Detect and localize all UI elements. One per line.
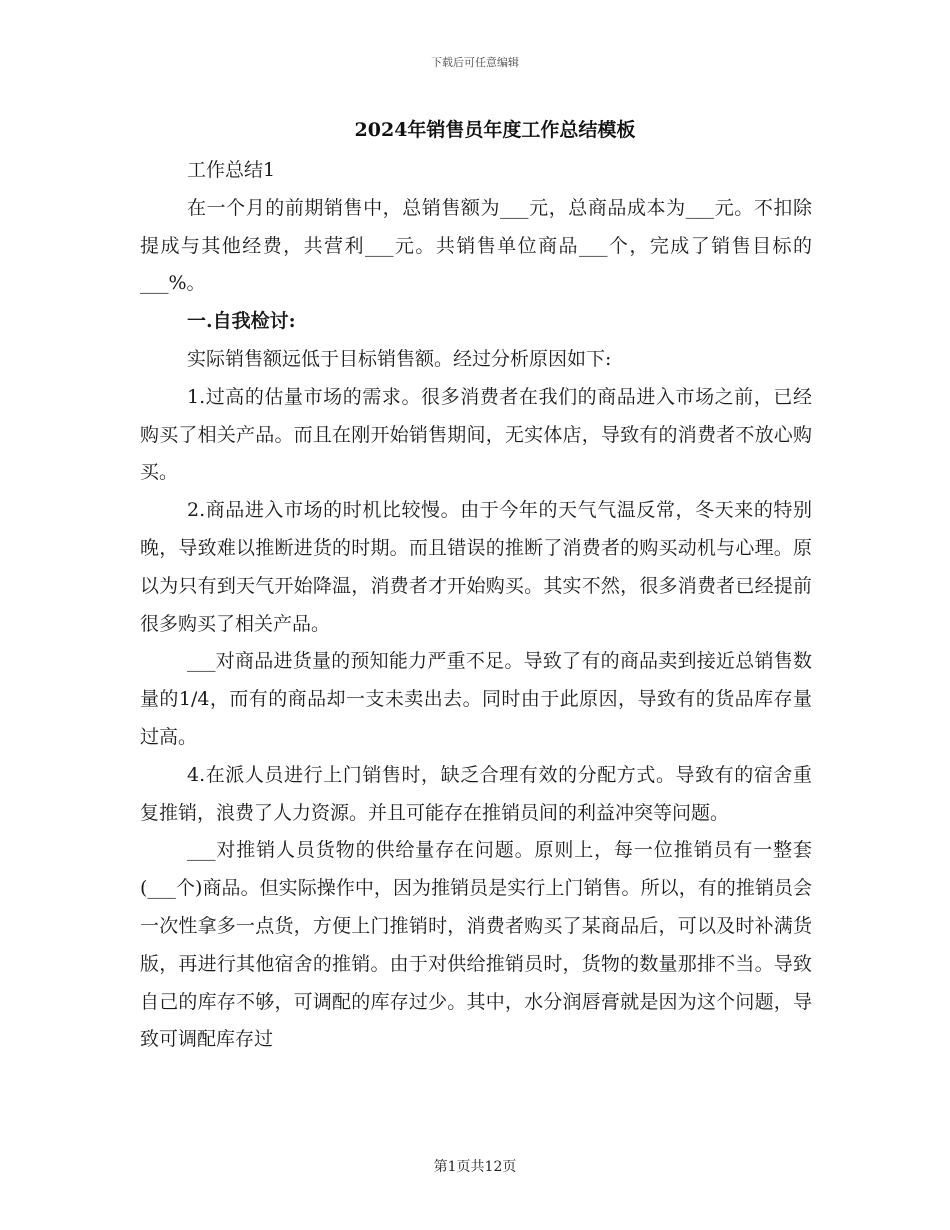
document-body [140,152,812,1059]
document-title: 2024年销售员年度工作总结模板 [354,119,636,141]
section-heading: 一.自我检讨: [187,310,296,333]
header-note: 下载后可任意编辑 [431,56,519,69]
body-paragraph: 1.过高的估量市场的需求。很多消费者在我们的商品进入市场之前，已经购买了相关产品。而且在刚开始销售期间，无实体店，导致有的消费者不放心购买。 [140,385,812,484]
body-paragraph: ___对商品进货量的预知能力严重不足。导致了有的商品卖到接近总销售数量的1/4，而有的商品却一支未卖出去。同时由于此原因，导致有的货品库存量过高。 [140,650,812,748]
body-paragraph: ___对推销人员货物的供给量存在问题。原则上，每一位推销员有一整套(___个)商品。但实际操作中，因为推销员是实行上门销售。所以，有的推销员会一次性拿多一点货，方便上门推销时，消费者购买了某商品后，可以及时补满货版，再进行其他宿舍的推销。由于对供给推销员时，货物的数量那排不当。导致自己的库存不够，可调配的库存过少。其中，水分润唇膏就是因为这个问题，导致可调配库存过 [140,839,812,1051]
body-paragraph: 在一个月的前期销售中，总销售额为___元，总商品成本为___元。不扣除提成与其他经费，共营利___元。共销售单位商品___个，完成了销售目标的___%。 [140,196,812,295]
section-label: 工作总结1 [187,159,276,181]
body-paragraph: 2.商品进入市场的时机比较慢。由于今年的天气气温反常，冬天来的特别晚，导致难以推断进货的时期。而且错误的推断了消费者的购买动机与心理。原以为只有到天气开始降温，消费者才开始购买。其实不然，很多消费者已经提前很多购买了相关产品。 [140,499,812,635]
page-number-footer: 第1页共12页 [433,1159,517,1175]
body-paragraph: 实际销售额远低于目标销售额。经过分析原因如下: [187,347,612,370]
body-paragraph: 4.在派人员进行上门销售时，缺乏合理有效的分配方式。导致有的宿舍重复推销，浪费了人力资源。并且可能存在推销员间的利益冲突等问题。 [140,763,812,824]
